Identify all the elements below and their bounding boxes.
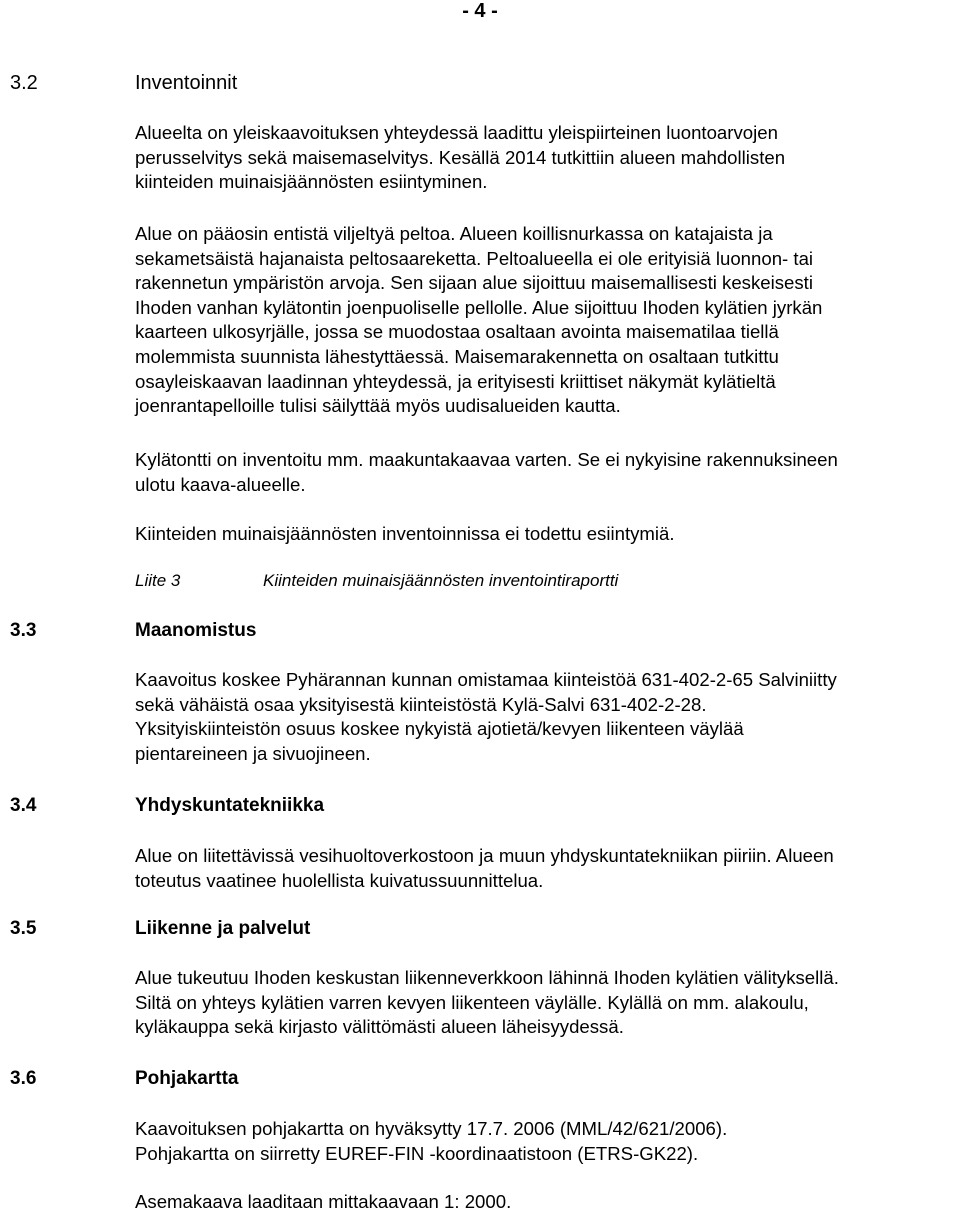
text-line: kaarteen ulkosyrjälle, jossa se muodostaa osaltaan avointa maisematilaa tiellä — [135, 321, 779, 343]
paragraph — [135, 1117, 955, 1166]
text-line: toteutus vaatinee huolellista kuivatussuunnittelua. — [135, 869, 544, 891]
text-line: joenrantapelloille tulisi säilyttää myös uudisalueiden kautta. — [135, 395, 621, 417]
text-line: molemmista suunnista lähestyttäessä. Maisemarakennetta on osaltaan tutkittu — [135, 345, 779, 367]
paragraph — [135, 844, 955, 893]
text-line: Alue on liitettävissä vesihuoltoverkostoon ja muun yhdyskuntatekniikan piiriin. Alueen — [135, 845, 834, 866]
text-line: sekä vähäistä osaa yksityisestä kiinteistöstä Kylä-Salvi 631-402-2-28. — [135, 693, 707, 715]
text-line: Alue on pääosin entistä viljeltyä peltoa. Alueen koillisnurkassa on katajaista ja — [135, 223, 773, 244]
page-number: - 4 - — [462, 0, 498, 22]
text-line: kiinteiden muinaisjäännösten esiintyminen. — [135, 171, 488, 193]
text-line: Kaavoituksen pohjakartta on hyväksytty 17.7. 2006 (MML/42/621/2006). — [135, 1118, 728, 1139]
text-line: pientareineen ja sivuojineen. — [135, 742, 371, 764]
paragraph — [135, 668, 955, 766]
paragraph — [135, 121, 955, 195]
text-line: Kaavoitus koskee Pyhärannan kunnan omistamaa kiinteistöä 631-402-2-65 Salviniitty — [135, 669, 837, 690]
section-title: Liikenne ja palvelut — [135, 918, 311, 939]
section-number: 3.5 — [10, 918, 37, 939]
section-title: Pohjakartta — [135, 1068, 239, 1089]
attachment-label: Liite 3 — [135, 571, 181, 590]
section-number: 3.3 — [10, 620, 37, 641]
paragraph — [135, 1190, 955, 1215]
text-line: sekametsäistä hajanaista peltosaareketta. Peltoalueella ei ole erityisiä luonnon- tai — [135, 247, 814, 269]
text-line: osayleiskaavan laadinnan yhteydessä, ja erityisesti kriittiset näkymät kylätieltä — [135, 370, 776, 392]
text-line: perusselvitys sekä maisemaselvitys. Kesällä 2014 tutkittiin alueen mahdollisten — [135, 146, 786, 168]
text-line: ulotu kaava-alueelle. — [135, 473, 306, 495]
section-title: Inventoinnit — [135, 72, 238, 94]
text-line: Ihoden vanhan kylätontin joenpuoliselle pellolle. Alue sijoittuu Ihoden kylätien jyrkän — [135, 296, 823, 318]
paragraph — [135, 966, 955, 1040]
section-number: 3.2 — [10, 72, 38, 94]
text-line: Kiinteiden muinaisjäännösten inventoinnissa ei todettu esiintymiä. — [135, 523, 675, 544]
text-line: Pohjakartta on siirretty EUREF-FIN -koordinaatistoon (ETRS-GK22). — [135, 1142, 699, 1164]
section-number: 3.6 — [10, 1068, 37, 1089]
section-number: 3.4 — [10, 795, 37, 816]
text-line: Yksityiskiinteistön osuus koskee nykyistä ajotietä/kevyen liikenteen väylää — [135, 718, 744, 740]
attachment-reference — [135, 571, 619, 591]
section-title: Maanomistus — [135, 620, 257, 641]
section-title: Yhdyskuntatekniikka — [135, 795, 325, 816]
text-line: Kylätontti on inventoitu mm. maakuntakaavaa varten. Se ei nykyisine rakennuksineen — [135, 449, 838, 470]
text-line: Alueelta on yleiskaavoituksen yhteydessä laadittu yleispiirteinen luontoarvojen — [135, 122, 778, 143]
text-line: Asemakaava laaditaan mittakaavaan 1: 2000. — [135, 1191, 512, 1212]
text-line: Alue tukeutuu Ihoden keskustan liikenneverkkoon lähinnä Ihoden kylätien välityksellä. — [135, 967, 839, 988]
paragraph — [135, 522, 955, 547]
paragraph — [135, 448, 955, 497]
text-line: kyläkauppa sekä kirjasto välittömästi alueen läheisyydessä. — [135, 1016, 624, 1038]
attachment-title: Kiinteiden muinaisjäännösten inventointiraportti — [263, 571, 619, 590]
paragraph — [135, 222, 955, 419]
text-line: rakennetun ympäristön arvoja. Sen sijaan alue sijoittuu maisemallisesti keskeisesti — [135, 272, 813, 294]
text-line: Siltä on yhteys kylätien varren kevyen liikenteen väylälle. Kylällä on mm. alakoulu, — [135, 991, 809, 1013]
